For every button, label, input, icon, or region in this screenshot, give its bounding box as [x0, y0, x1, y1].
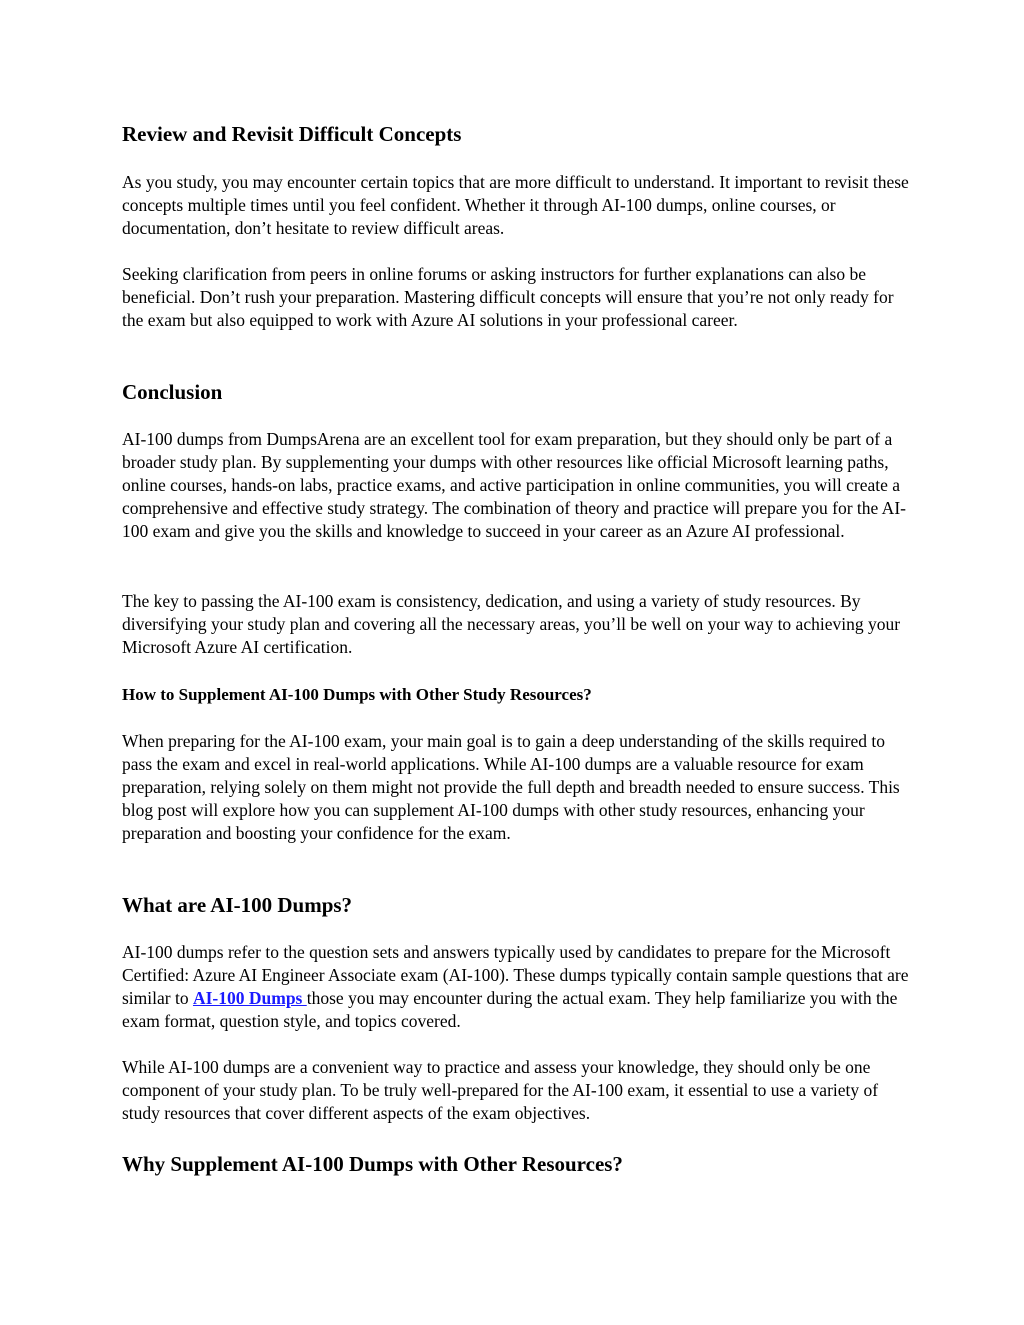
- paragraph-conclusion-1: AI-100 dumps from DumpsArena are an excellent tool for exam preparation, but they should only be part of a broader study plan. By supplementing your dumps with other resources like official Microsoft learning paths, online courses, hands-on labs, practice exams, and active participation in online communities, you will create a comprehensive and effective study strategy. The combination of theory and practice will prepare you for the AI-100 exam and give you the skills and knowledge to succeed in your career as an Azure AI professional.: [122, 429, 906, 541]
- heading-what-are-dumps: What are AI-100 Dumps?: [122, 893, 353, 917]
- paragraph-while-dumps: While AI-100 dumps are a convenient way to practice and assess your knowledge, they should only be one component of your study plan. To be truly well-prepared for the AI-100 exam, it essential to use a variety of study resources that cover different aspects of the exam objectives.: [122, 1057, 879, 1123]
- heading-conclusion: Conclusion: [122, 380, 223, 404]
- ai-100-dumps-link[interactable]: AI-100 Dumps: [192, 988, 307, 1008]
- paragraph-review-2: Seeking clarification from peers in online forums or asking instructors for further explanations can also be beneficial. Don’t rush your preparation. Mastering difficult concepts will ensure that you’re not only ready for the exam but also equipped to work with Azure AI solutions in your professional career.: [122, 264, 894, 330]
- paragraph-text-after-link: those you may encounter during the actual exam. They help familiarize you with the exam format, question style, and topics covered.: [122, 988, 898, 1031]
- paragraph-conclusion-2: The key to passing the AI-100 exam is consistency, dedication, and using a variety of study resources. By diversifying your study plan and covering all the necessary areas, you’ll be well on your way to achieving your Microsoft Azure AI certification.: [122, 591, 901, 657]
- paragraph-review-1: As you study, you may encounter certain topics that are more difficult to understand. It important to revisit these concepts multiple times until you feel confident. Whether it through AI-100 dumps, online courses, or documentation, don’t hesitate to review difficult areas.: [122, 172, 909, 238]
- paragraph-what-are-dumps: [122, 941, 912, 1033]
- heading-how-to-supplement: How to Supplement AI-100 Dumps with Other Study Resources?: [122, 685, 592, 704]
- paragraph-how-to-supplement: When preparing for the AI-100 exam, your main goal is to gain a deep understanding of the skills required to pass the exam and excel in real-world applications. While AI-100 dumps are a valuable resource for exam preparation, relying solely on them might not provide the full depth and breadth needed to ensure success. This blog post will explore how you can supplement AI-100 dumps with other study resources, enhancing your preparation and boosting your confidence for the exam.: [122, 731, 900, 843]
- paragraph-text-before-link: AI-100 dumps refer to the question sets and answers typically used by candidates to prepare for the Microsoft Certified: Azure AI Engineer Associate exam (AI-100). These dumps typically contain sample questions that are similar to: [122, 942, 909, 1008]
- heading-why-supplement: Why Supplement AI-100 Dumps with Other Resources?: [122, 1152, 623, 1176]
- heading-review-revisit: Review and Revisit Difficult Concepts: [122, 122, 462, 146]
